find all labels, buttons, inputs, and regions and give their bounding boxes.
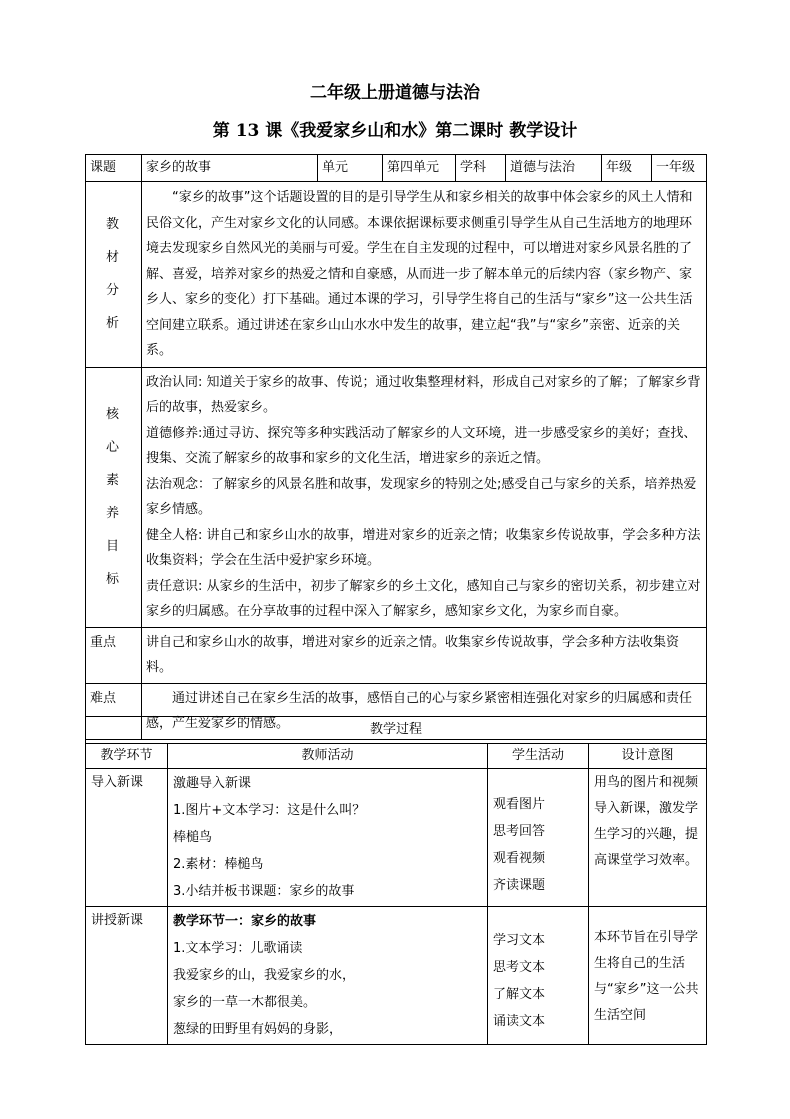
unit-value: 第四单元 [383, 155, 456, 182]
teacher-line: 1.图片+文本学习：这是什么叫？ [173, 803, 366, 818]
student-line: 诵读文本 [493, 1014, 546, 1029]
process-title-row [86, 717, 707, 744]
student-cell [488, 907, 589, 1045]
analysis-row [86, 182, 707, 368]
teacher-line: 1.文本学习：儿歌诵读 [173, 941, 303, 956]
teaching-process-table [85, 716, 707, 1045]
student-line: 观看视频 [493, 851, 546, 866]
literacy-item: 健全人格: 讲自己和家乡山水的故事，增进对家乡的近亲之情；收集家乡传说故事，学会多种方法收集资料；学会在生活中爱护家乡环境。 [146, 527, 701, 568]
difficulty-text: 通过讲述自己在家乡生活的故事，感悟自己的心与家乡紧密相连强化对家乡的归属感和责任感，产生爱家乡的情感。 [142, 683, 707, 739]
header-teacher: 教师活动 [168, 744, 488, 769]
process-row-new [86, 907, 707, 1045]
teacher-line: 棒槌鸟 [173, 830, 213, 845]
teacher-cell [168, 769, 488, 907]
literacy-text [142, 367, 707, 627]
key-point-label: 重点 [86, 627, 142, 683]
process-header-row [86, 744, 707, 769]
literacy-item: 政治认同: 知道关于家乡的故事、传说；通过收集整理材料，形成自己对家乡的了解；了解家乡背后的故事，热爱家乡。 [146, 374, 701, 415]
student-line: 学习文本 [493, 933, 546, 948]
grade-label: 年级 [602, 155, 652, 182]
lesson-label: 课题 [86, 155, 142, 182]
literacy-row [86, 367, 707, 627]
analysis-label-line: 教 材 [105, 217, 131, 266]
teacher-line: 我爱家乡的山，我爱家乡的水， [173, 968, 356, 983]
grade-value: 一年级 [652, 155, 707, 182]
info-row [86, 155, 707, 182]
stage-cell: 讲授新课 [86, 907, 168, 1045]
literacy-label-line: 素 养 [105, 473, 131, 521]
teacher-line: 家乡的一草一木都很美。 [173, 995, 317, 1010]
literacy-item: 责任意识: 从家乡的生活中，初步了解家乡的乡土文化，感知自己与家乡的密切关系，初步建立对家乡的归属感。在分享故事的过程中深入了解家乡，感知家乡文化，为家乡而自豪。 [146, 578, 701, 619]
lesson-value: 家乡的故事 [142, 155, 318, 182]
literacy-label-line: 核 心 [105, 407, 131, 455]
lesson-title: 第 13 课《我爱家乡山和水》第二课时 教学设计 [212, 121, 578, 141]
student-line: 了解文本 [493, 987, 546, 1002]
key-point-text: 讲自己和家乡山水的故事，增进对家乡的近亲之情。收集家乡传说故事，学会多种方法收集资料。 [142, 627, 707, 683]
literacy-label-line: 目 标 [105, 539, 131, 587]
literacy-label [86, 367, 142, 627]
analysis-text: “家乡的故事”这个话题设置的目的是引导学生从和家乡相关的故事中体会家乡的风土人情和民俗文化，产生对家乡文化的认同感。本课依据课标要求侧重引导学生从自己生活地方的地理环境去发现家乡自然风光的美丽与可爱。学生在自主发现的过程中，可以增进对家乡风景名胜的了解、喜爱，培养对家乡的热爱之情和自豪感，从而进一步了解本单元的后续内容（家乡物产、家乡人、家乡的变化）打下基础。通过本课的学习，引导学生将自己的生活与“家乡”这一公共生活空间建立联系。通过讲述在家乡山山水水中发生的故事，建立起“我”与“家乡”亲密、近亲的关系。 [142, 182, 707, 368]
literacy-item: 法治观念：了解家乡的风景名胜和故事，发现家乡的特别之处;感受自己与家乡的关系，培养热爱家乡情感。 [146, 476, 697, 517]
student-line: 思考文本 [493, 960, 546, 975]
intent-cell: 用鸟的图片和视频导入新课，激发学生学习的兴趣，提高课堂学习效率。 [589, 769, 707, 907]
difficulty-label: 难点 [86, 683, 142, 739]
teacher-line: 2.素材：棒槌鸟 [173, 857, 264, 872]
student-line: 齐读课题 [493, 878, 546, 893]
literacy-item: 道德修养:通过寻访、探究等多种实践活动了解家乡的人文环境，进一步感受家乡的美好；查找、搜集、交流了解家乡的故事和家乡的文化生活，增进家乡的亲近之情。 [146, 425, 697, 466]
analysis-label [86, 182, 142, 368]
stage-cell: 导入新课 [86, 769, 168, 907]
student-cell [488, 769, 589, 907]
teacher-cell [168, 907, 488, 1045]
unit-label: 单元 [318, 155, 383, 182]
teacher-line: 激趣导入新课 [173, 776, 252, 791]
student-line: 观看图片 [493, 797, 546, 812]
subject-value: 道德与法治 [506, 155, 602, 182]
process-title: 教学过程 [86, 717, 707, 744]
intent-cell: 本环节旨在引导学生将自己的生活与“家乡”这一公共生活空间 [589, 907, 707, 1045]
header-intent: 设计意图 [589, 744, 707, 769]
header-stage: 教学环节 [86, 744, 168, 769]
process-row-intro [86, 769, 707, 907]
header-student: 学生活动 [488, 744, 589, 769]
subject-label: 学科 [456, 155, 506, 182]
teacher-line: 3.小结并板书课题：家乡的故事 [173, 884, 355, 899]
student-line: 思考回答 [493, 824, 546, 839]
teacher-section-heading: 教学环节一：家乡的故事 [173, 914, 317, 929]
page-title: 二年级上册道德与法治 [310, 83, 480, 103]
analysis-label-line: 分 析 [105, 283, 131, 332]
teacher-line: 葱绿的田野里有妈妈的身影， [173, 1022, 343, 1037]
lesson-info-table [85, 154, 707, 740]
key-point-row [86, 627, 707, 683]
